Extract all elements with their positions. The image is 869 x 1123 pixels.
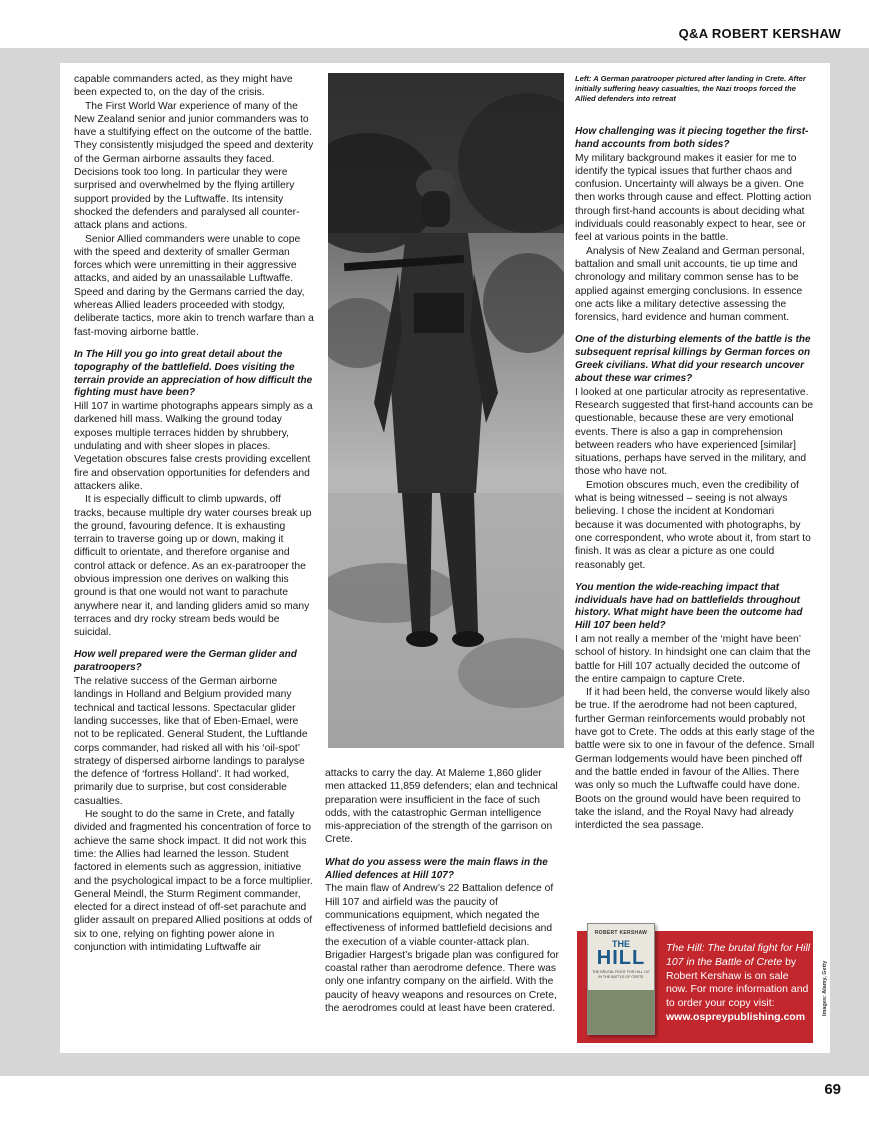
paragraph: If it had been held, the converse would likely also be true. If the aerodrome had not been captured, further German reinforcements would probably not have got to Crete. The odds at this early stage of the battle were six to one in favour of the defence. Small German lodgements would have been pinched off and the battle ended in favour of the Allies. There was only so much the Luftwaffe could have done. Boots on the ground would have been required to take the island, and the Royal Navy had already interdicted the sea passage. — [575, 687, 815, 832]
paragraph: Hill 107 in wartime photographs appears simply as a darkened hill mass. Walking the ground today exposes multiple terraces hidden by shrubbery, undulating and with sheer slopes in places. Vegetation obscures false crests providing excellent fire and observation opportunities for defenders and attackers alike. — [74, 401, 313, 492]
book-promo-text — [666, 942, 811, 1025]
paragraph: attacks to carry the day. At Maleme 1,860 glider men attacked 11,859 defenders; elan and technical preparation were insufficient in the face of such odds, with the catastrophic German intelligence mis-appreciation of the strength of the garrison on Crete. — [325, 768, 558, 846]
book-promo-byline: by Robert Kershaw is on sale now. For more information and to order your copy visit: — [666, 955, 809, 1010]
photo-illustration — [328, 73, 564, 748]
paragraph: I looked at one particular atrocity as representative. Research suggested that first-hand accounts can be questionable, because these are very emotional events. There is also a gap in comprehension between readers who have experienced [similar] situations, perhaps have served in the military, and those who have not. — [575, 386, 814, 478]
publisher-link[interactable]: www.ospreypublishing.com — [666, 1010, 806, 1023]
book-cover-image — [588, 990, 654, 1034]
paragraph: The First World War experience of many of the New Zealand senior and junior commanders was to have a stultifying effect on the outcome of the battle. They consistently misjudged the speed and dexterity of the German airborne assaults they faced. Decisions took too long. In particular they were surprised and overwhelmed by the flying artillery support provided by the Luftwaffe. Its intensity shocked the defenders and paralysed all counter-attack plans and actions. — [74, 100, 314, 232]
question-heading: You mention the wide-reaching impact that individuals have had on battlefields throughout history. What might have been the outcome had Hill 107 been held? — [575, 581, 803, 632]
paragraph: Emotion obscures much, even the credibility of what is being witnessed – seeing is not always believing. I chose the incident at Kondomari because it was documented with photographs, by one correspondent, who wrote about it, from start to finish. It was as clear a picture as one could reasonably get. — [575, 479, 811, 571]
book-cover-the: THE — [612, 939, 630, 949]
book-promo-title: The Hill: The brutal fight for Hill 107 in the Battle of Crete — [666, 942, 811, 968]
question-heading: One of the disturbing elements of the battle is the subsequent reprisal killings by German forces on Greek civilians. What did your research uncover about these war crimes? — [575, 334, 811, 384]
paratrooper-photo-icon — [328, 73, 564, 748]
paragraph: Analysis of New Zealand and German personal, battalion and small unit accounts, tie up time and chronology and military common sense has to be applied against emerging conclusions. In essence one acts like a military detective assessing the forensics, hard evidence and human comment. — [575, 245, 805, 324]
paragraph: My military background makes it easier for me to identify the typical issues that further chaos and confusion. Uncertainty will always be a given. One then works through cause and effect. Plotting action through first-hand accounts is about deciding what individuals could reasonably expect to hear, see or feel at various points in the battle. — [575, 152, 812, 244]
book-cover-subtitle: THE BRUTAL FIGHT FOR HILL 107 IN THE BATTLE OF CRETE — [592, 970, 650, 979]
paragraph: The main flaw of Andrew’s 22 Battalion defence of Hill 107 and airfield was the paucity of communications equipment, which negated the effectiveness of informed battlefield decisions and the execution of a viable counter-attack plan. Brigadier Hargest’s brigade plan was configured for coastal rather than aerodrome defence. There was only one infantry company on the airfield. With the paucity of heavy weapons and resources on Crete, the aerodromes could at least have been cratered. — [325, 883, 559, 1015]
paragraph: Senior Allied commanders were unable to cope with the speed and dexterity of smaller German forces which were unremitting in their aggressive attacks, and aided by an unassailable Luftwaffe. Speed and daring by the Germans carried the day, whereas Allied leaders proceeded with stodgy, deliberate tactics, more akin to trench warfare than a fast-moving airborne battle. — [74, 233, 314, 338]
paragraph: It is especially difficult to climb upwards, off tracks, because multiple dry water courses break up the ground, favouring defence. It is exhausting terrain to traverse going up or down, making it difficult to orientate, and therefore organise and control attack or defence. As an ex-paratrooper the obvious impression one derives on walking this ground is that one would not want to parachute anywhere near it, and landing gliders amid so many terraces and dry rocky stream beds would be suicidal. — [74, 494, 312, 639]
book-cover-title: HILL — [596, 947, 646, 969]
article-column-1 — [74, 73, 314, 954]
question-heading: How challenging was it piecing together the first-hand accounts from both sides? — [575, 126, 809, 150]
paragraph: He sought to do the same in Crete, and fatally divided and fragmented his concentration of force to achieve the same shock impact. It did not work this time: the Allies had learned the lesson. Student factored in elements such as aggression, initiative and the psychological impact to be a force multiplier. General Meindl, the Sturm Regiment commander, elected for a direct instead of off-set parachute and glider assault on prepared Allied positions at odds of six to one, relying on fighting power alone in conjunction with intimidating Luftwaffe air — [74, 809, 313, 953]
paragraph: I am not really a member of the ‘might have been’ school of history. In hindsight one can claim that the battle for Hill 107 actually decided the outcome of the entire campaign to capture Crete. — [575, 633, 811, 685]
section-header: Q&A ROBERT KERSHAW — [678, 26, 841, 41]
image-credit: Images: Alamy, Getty — [822, 960, 828, 1016]
article-column-2 — [325, 767, 561, 1015]
page-number: 69 — [824, 1081, 841, 1098]
photo-caption: Left: A German paratrooper pictured after landing in Crete. After initially suffering heavy casualties, the Nazi troops forced the Allied defenders into retreat — [575, 74, 806, 103]
question-heading: What do you assess were the main flaws in the Allied defences at Hill 107? — [325, 856, 548, 881]
book-cover — [587, 923, 655, 1035]
question-heading: How well prepared were the German glider and paratroopers? — [74, 649, 297, 674]
header-rule — [0, 46, 869, 48]
paragraph: capable commanders acted, as they might have been expected to, on the day of the crisis. — [74, 74, 293, 99]
paragraph: The relative success of the German airborne landings in Holland and Belgium provided many technical and tactical lessons. Spectacular glider landing successes, like that of Eben-Emael, were not to be replicated. General Student, the Luftlande corps commander, had risked all with his ‘oil-spot’ strategy of dispersed airborne landings to paralyse the defence of ‘fortress Holland’. It had worked, primarily due to surprise, but cost considerable casualties. — [74, 676, 308, 807]
article-column-3 — [575, 126, 815, 832]
question-heading: In The Hill you go into great detail about the topography of the battlefield. Does visiting the terrain provide an appreciation of how difficult the fighting must have been? — [74, 348, 313, 399]
book-cover-author: ROBERT KERSHAW — [594, 930, 648, 936]
